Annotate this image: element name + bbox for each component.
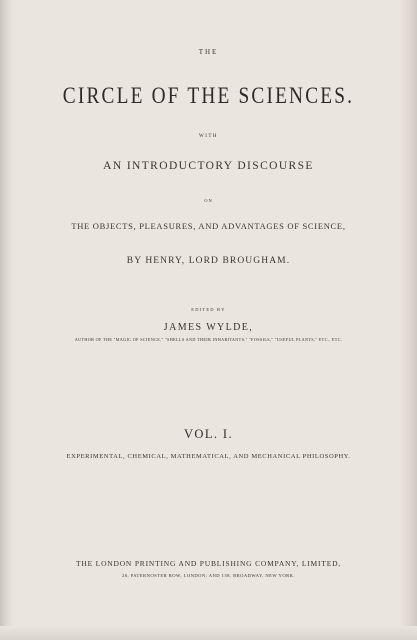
publisher-name: THE LONDON PRINTING AND PUBLISHING COMPANY, LIMITED, <box>76 559 341 568</box>
volume-number: VOL. I. <box>183 427 234 441</box>
discourse-author: BY HENRY, LORD BROUGHAM. <box>126 256 291 266</box>
page-right-shadow <box>399 0 417 640</box>
discourse-subject: THE OBJECTS, PLEASURES, AND ADVANTAGES OF SCIENCE, <box>71 221 346 231</box>
editor-credits: AUTHOR OF THE "MAGIC OF SCIENCE," "SHELLS AND THEIR INHABITANTS," "FOSSILS," "USEFUL PLANTS," ETC., ETC. <box>74 337 343 342</box>
page-left-edge <box>0 0 14 640</box>
edited-by-label: EDITED BY <box>191 307 226 312</box>
with-label: WITH <box>198 134 219 139</box>
editor-name: JAMES WYLDE, <box>163 322 254 333</box>
introductory-discourse: AN INTRODUCTORY DISCOURSE <box>103 160 314 172</box>
page-bottom-edge <box>0 626 417 640</box>
book-title: CIRCLE OF THE SCIENCES. <box>62 83 355 108</box>
title-article: THE <box>198 48 219 56</box>
on-label: ON <box>204 198 213 203</box>
publisher-address: 26, PATERNOSTER ROW, LONDON; AND 138, BROADWAY, NEW YORK. <box>122 573 295 578</box>
volume-subject: EXPERIMENTAL, CHEMICAL, MATHEMATICAL, AND MECHANICAL PHILOSOPHY. <box>66 453 351 460</box>
